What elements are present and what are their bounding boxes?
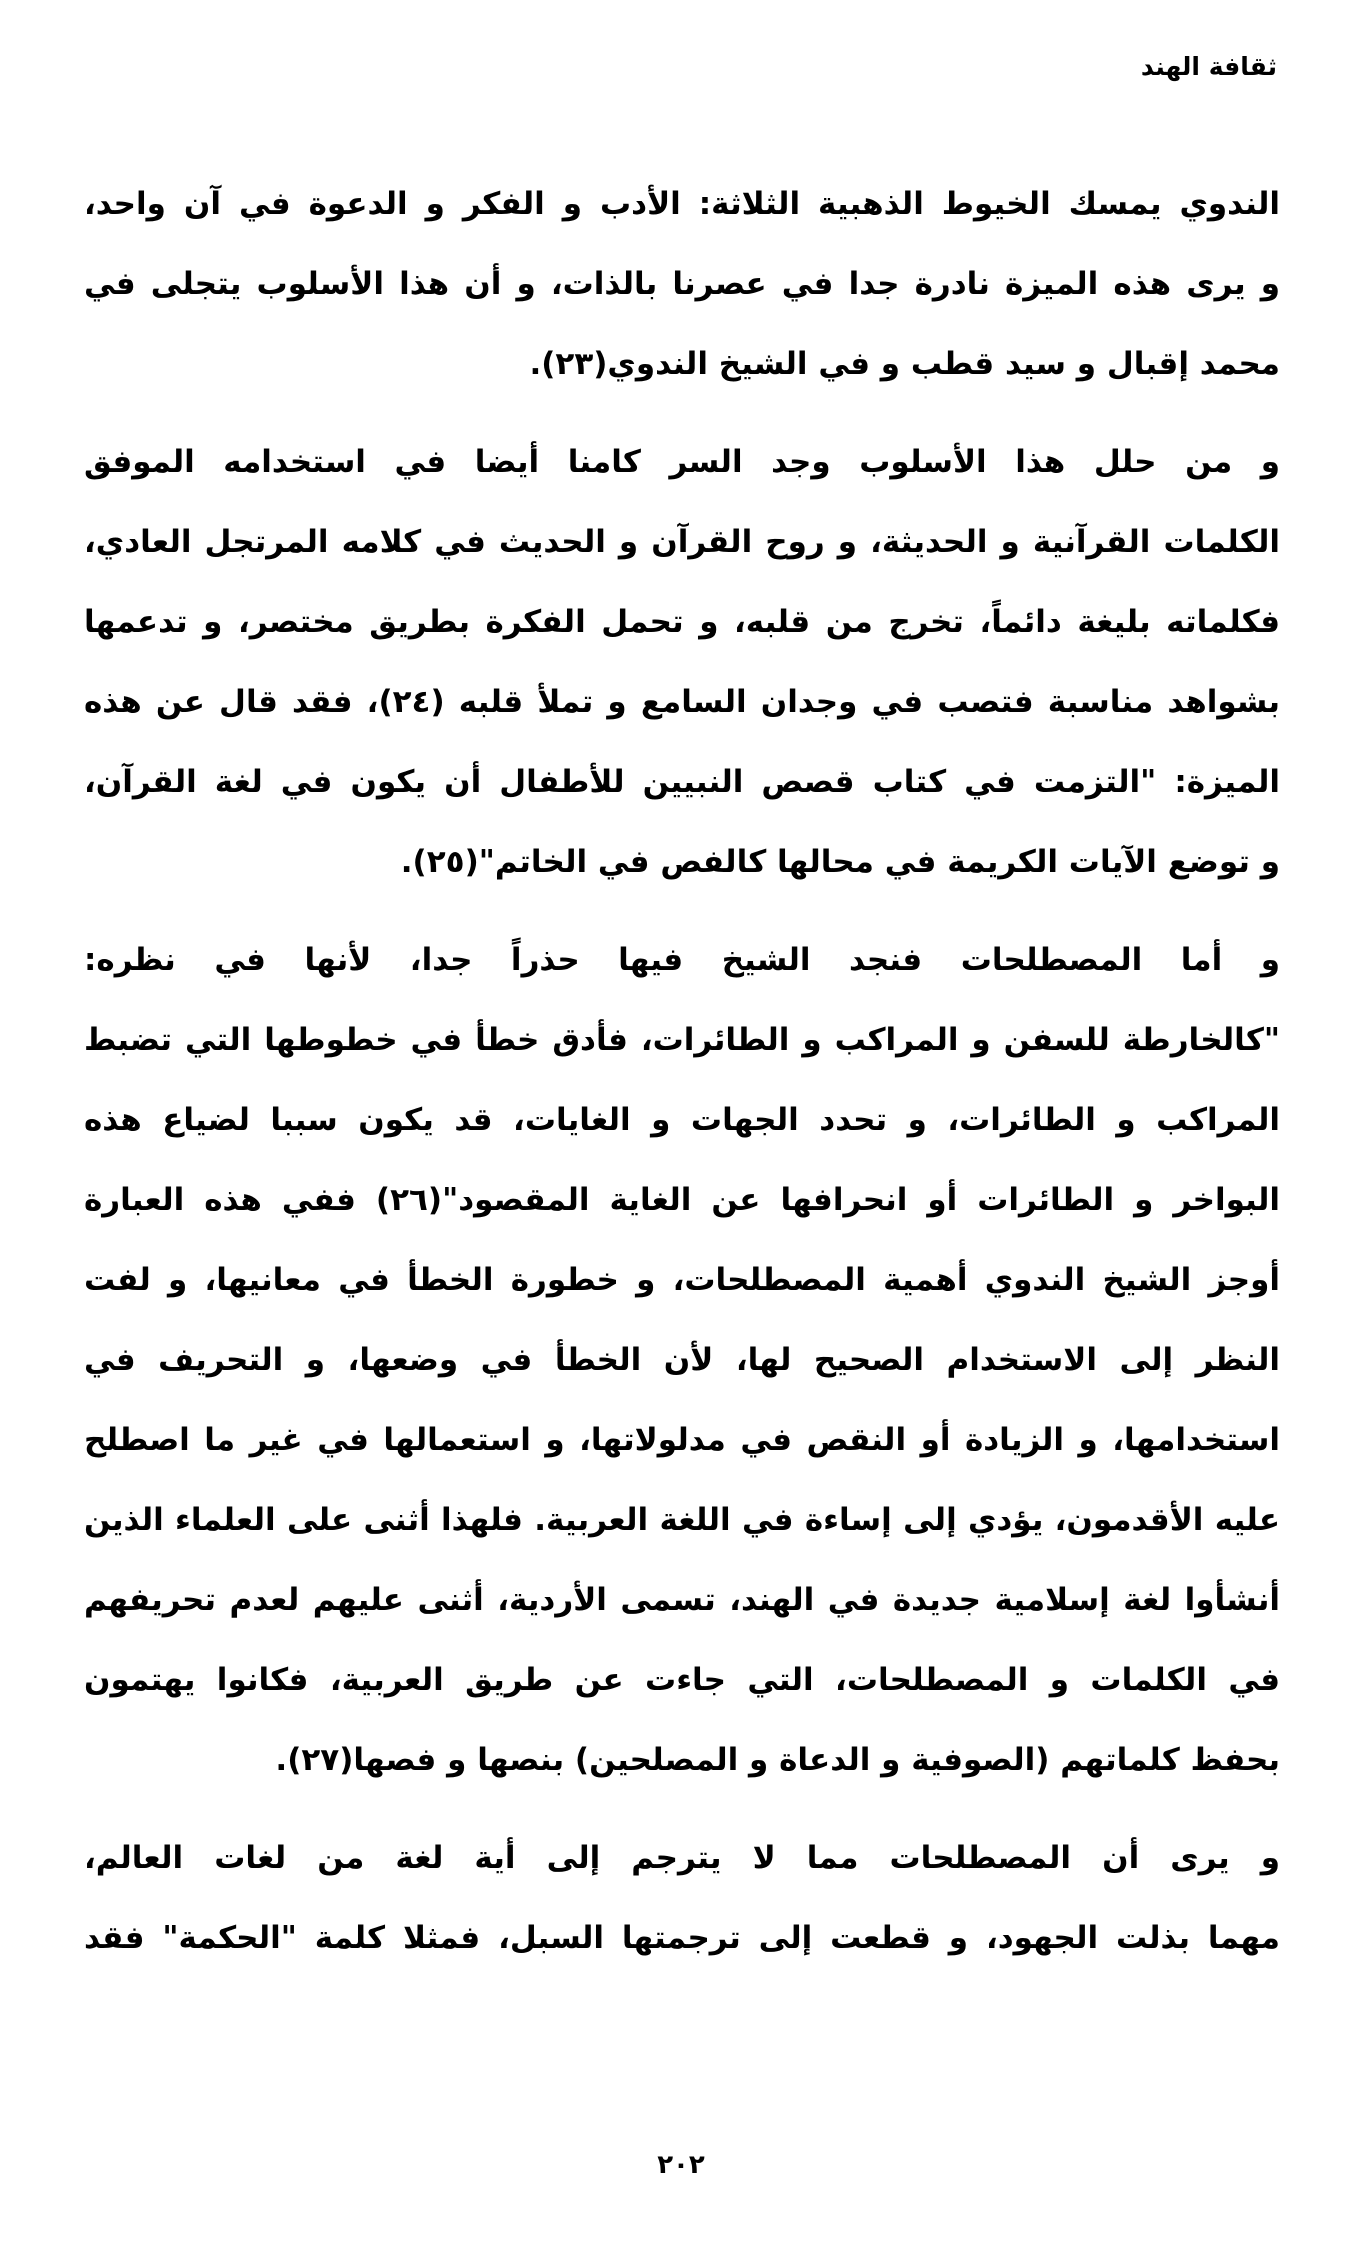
text-line: في الكلمات و المصطلحات، التي جاءت عن طريق العربية، فكانوا يهتمون	[84, 1662, 1280, 1698]
text-line: الندوي يمسك الخيوط الذهبية الثلاثة: الأدب و الفكر و الدعوة في آن واحد،	[84, 186, 1280, 222]
text-line: المراكب و الطائرات، و تحدد الجهات و الغايات، قد يكون سببا لضياع هذه	[84, 1102, 1280, 1138]
text-line: عليه الأقدمون، يؤدي إلى إساءة في اللغة العربية. فلهذا أثنى على العلماء الذين	[84, 1502, 1280, 1538]
text-line: البواخر و الطائرات أو انحرافها عن الغاية المقصود"(٢٦) ففي هذه العبارة	[84, 1182, 1280, 1218]
paragraph-1	[84, 164, 1280, 404]
text-line: مهما بذلت الجهود، و قطعت إلى ترجمتها السبل، فمثلا كلمة "الحكمة" فقد	[84, 1920, 1280, 1956]
text-line: "كالخارطة للسفن و المراكب و الطائرات، فأدق خطأ في خطوطها التي تضبط	[84, 1022, 1280, 1058]
text-line: بحفظ كلماتهم (الصوفية و الدعاة و المصلحين) بنصها و فصها(٢٧).	[275, 1742, 1280, 1778]
text-line: استخدامها، و الزيادة أو النقص في مدلولاتها، و استعمالها في غير ما اصطلح	[84, 1422, 1280, 1458]
text-line: و من حلل هذا الأسلوب وجد السر كامنا أيضا في استخدامه الموفق	[84, 444, 1280, 480]
text-line: و يرى هذه الميزة نادرة جدا في عصرنا بالذات، و أن هذا الأسلوب يتجلى في	[84, 266, 1280, 302]
paragraph-3	[84, 920, 1280, 1800]
paragraph-2	[84, 422, 1280, 902]
text-line: النظر إلى الاستخدام الصحيح لها، لأن الخطأ في وضعها، و التحريف في	[84, 1342, 1280, 1378]
paragraph-gap	[84, 404, 1280, 422]
paragraph-4	[84, 1818, 1280, 1978]
text-line: و يرى أن المصطلحات مما لا يترجم إلى أية لغة من لغات العالم،	[84, 1840, 1280, 1876]
text-line: و أما المصطلحات فنجد الشيخ فيها حذراً جدا، لأنها في نظره:	[84, 942, 1280, 978]
paragraph-gap	[84, 1800, 1280, 1818]
text-line: الميزة: "التزمت في كتاب قصص النبيين للأطفال أن يكون في لغة القرآن،	[84, 764, 1280, 800]
text-line: بشواهد مناسبة فتصب في وجدان السامع و تملأ قلبه (٢٤)، فقد قال عن هذه	[84, 684, 1280, 720]
text-line: فكلماته بليغة دائماً، تخرج من قلبه، و تحمل الفكرة بطريق مختصر، و تدعمها	[84, 604, 1280, 640]
page-number: ٢٠٢	[657, 2150, 705, 2180]
body-text	[84, 164, 1280, 1978]
text-line: الكلمات القرآنية و الحديثة، و روح القرآن و الحديث في كلامه المرتجل العادي،	[84, 524, 1280, 560]
text-line: و توضع الآيات الكريمة في محالها كالفص في الخاتم"(٢٥).	[400, 844, 1280, 880]
text-line: أوجز الشيخ الندوي أهمية المصطلحات، و خطورة الخطأ في معانيها، و لفت	[84, 1262, 1280, 1298]
text-line: أنشأوا لغة إسلامية جديدة في الهند، تسمى الأردية، أثنى عليهم لعدم تحريفهم	[84, 1582, 1280, 1618]
paragraph-gap	[84, 902, 1280, 920]
text-line: محمد إقبال و سيد قطب و في الشيخ الندوي(٢٣).	[529, 346, 1280, 382]
running-header: ثقافة الهند	[1140, 52, 1277, 81]
